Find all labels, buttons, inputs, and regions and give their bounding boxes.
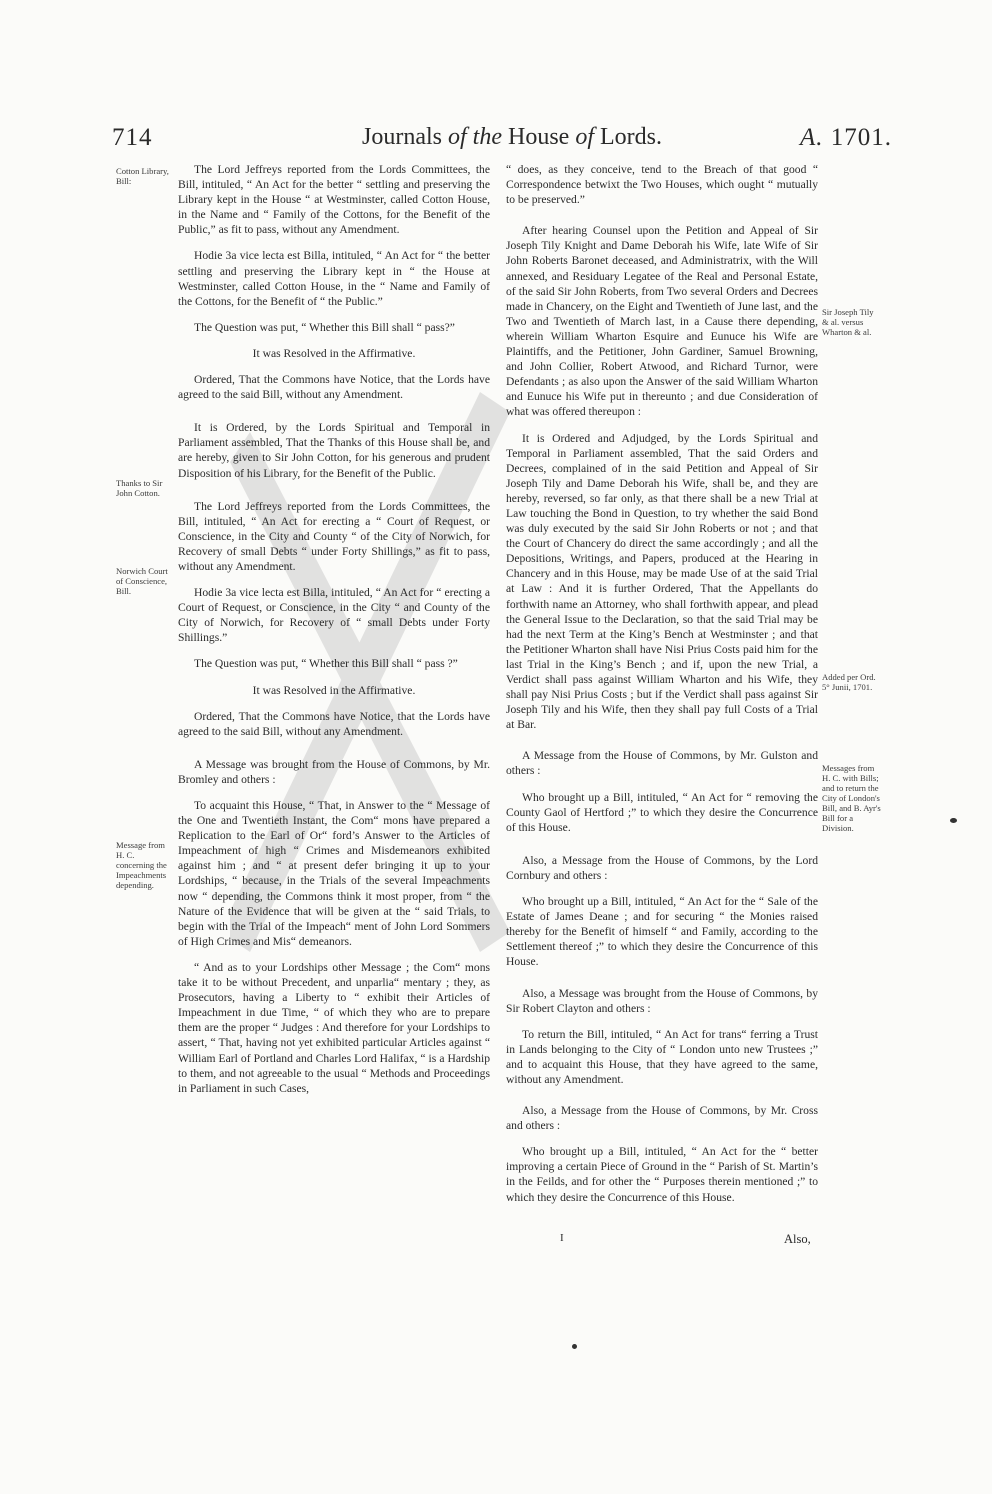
- ink-spot: [950, 818, 957, 823]
- margin-note: Cotton Library, Bill:: [116, 166, 169, 186]
- paragraph: A Message was brought from the House of Commons, by Mr. Bromley and others :: [178, 757, 490, 786]
- paragraph: The Lord Jeffreys reported from the Lords Committees, the Bill, intituled, “ An Act for the better “ settling and preserving the Library kept in the House “ at Westminster, called Cotton House, in the Name and “ Family of the Cottons, for the Benefit of the Public,” as fit to pass, without any Amendment.: [178, 163, 490, 237]
- paragraph: A Message from the House of Commons, by Mr. Gulston and others :: [506, 749, 818, 778]
- paragraph: Hodie 3a vice lecta est Billa, intituled, “ An Act for “ the better settling and preserving the Library kept in “ the House at Westminster, called Cotton House, in the “ Name and Family of the Cottons, for the Benefit of “ the Public.”: [178, 249, 490, 308]
- paragraph: Ordered, That the Commons have Notice, that the Lords have agreed to the said Bill, without any Amendment.: [178, 373, 490, 402]
- paragraph: It was Resolved in the Affirmative.: [252, 346, 416, 360]
- catchword: Also,: [784, 1232, 811, 1246]
- paragraph: Ordered, That the Commons have Notice, that the Lords have agreed to the said Bill, without any Amendment.: [178, 709, 490, 738]
- margin-note: Message from H. C. concerning the Impeachments depending.: [116, 840, 167, 890]
- paragraph: It is Ordered and Adjudged, by the Lords Spiritual and Temporal in Parliament assembled, That the said Orders and Decrees, complained of in the said Petition and Appeal of Sir Joseph Tily and Dame Deborah his Wife, shall be, and they are hereby, reversed, so far only, as that there shall be a new Trial at Law touching the Bond in Question, to try whether the said Bond was duly executed by the said Sir John Roberts or not ; and that the Court of Chancery do direct the same accordingly ; and all the Depositions, Writings, and Papers, produced at the Hearing in Chancery and in this House, may be made Use of at the said Trial at Law : And it is further Ordered, That the Appellants do forthwith name an Attorney, who shall forthwith appear, and plead the General Issue to the Declaration, so that the said Trial may be had the next Term at the King’s Bench at Westminster ; and that the Petitioner Wharton shall have Nisi Prius Costs paid him for the last Trial in the King’s Bench ; and if, upon the new Trial, a Verdict shall pass against William Wharton and his Wife, they shall pay Nisi Prius Costs ; but if the Verdict shall pass against Sir Joseph Tily and his Wife, then they shall pay full Costs of a Trial at Bar.: [506, 431, 818, 732]
- paragraph: “ does, as they conceive, tend to the Breach of that good “ Correspondence betwixt the Two Houses, which ought “ mutually to be preserved.”: [506, 163, 818, 207]
- paragraph: To return the Bill, intituled, “ An Act for trans“ ferring a Trust in Lands belonging to the City of “ London unto new Trustees ;” and to acquaint this House, that they have agreed to the same, without any Amendment.: [506, 1027, 818, 1086]
- page-number: 714: [112, 124, 153, 151]
- right-column: [506, 162, 818, 1216]
- running-title: Journals of the House of Lords.: [362, 124, 662, 150]
- paragraph: Hodie 3a vice lecta est Billa, intituled, “ An Act for “ erecting a Court of Request, or Conscience, in the City “ and County of the City of Norwich, for Recovery of “ small Debts under Forty Shillings.”: [178, 586, 490, 645]
- paragraph: Also, a Message from the House of Commons, by the Lord Cornbury and others :: [506, 853, 818, 882]
- margin-note: Thanks to Sir John Cotton.: [116, 478, 163, 498]
- paragraph: Who brought up a Bill, intituled, “ An Act for the “ Sale of the Estate of James Deane ; and for securing “ the Monies raised thereby for the Benefit of himself “ and Family, according to the Settlement thereof ;” to which they desire the Concurrence of this House.: [506, 895, 818, 969]
- paragraph: After hearing Counsel upon the Petition and Appeal of Sir Joseph Tily Knight and Dame Deborah his Wife, late Wife of Sir John Roberts Baronet deceased, and Administratrix, with the Will annexed, and Residuary Legatee of the Real and Personal Estate, of the said Sir John Roberts, from Two several Orders and Decrees made in Chancery, on the Eight and Twentieth of June last, and the Two and Twentieth of March last, in a Cause there depending, wherein William Wharton Esquire and Eunuce his Wife are Plaintiffs, and the Petitioner, John Gardiner, Samuel Browning, and John Collier, Robert Atwood, and Richard Turnor, were Defendants ; as also upon the Answer of the said William Wharton and Eunuce his Wife put in thereunto ; and due Consideration of what was offered thereupon :: [506, 224, 818, 419]
- left-column: [178, 162, 490, 1107]
- paragraph: “ And as to your Lordships other Message ; the Com“ mons take it to be without Precedent, and unparlia“ mentary ; they, as Prosecutors, having a Liberty to “ exhibit their Articles of Impeachment in due Time, “ of which they who are to prepare them are the proper “ Judges : And therefore for your Lordships to assert, “ That, having not yet exhibited particular Articles against “ William Earl of Portland and Charles Lord Halifax, “ is a Hardship to them, and not agreeable to the usual “ Methods and Proceedings in Parliament in such Cases,: [178, 960, 490, 1095]
- year: A. 1701.: [799, 124, 892, 151]
- paragraph: It is Ordered, by the Lords Spiritual and Temporal in Parliament assembled, That the Thanks of this House shall be, and are hereby, given to Sir John Cotton, for his generous and prudent Disposition of his Library, for the Benefit of the Public.: [178, 421, 490, 480]
- margin-note: Messages from H. C. with Bills; and to return the City of London's Bill, and B. Ayr's Bill for a Division.: [822, 763, 881, 833]
- paragraph: It was Resolved in the Affirmative.: [252, 683, 416, 697]
- paragraph: Also, a Message from the House of Commons, by Mr. Cross and others :: [506, 1104, 818, 1133]
- paragraph: The Question was put, “ Whether this Bill shall “ pass ?”: [194, 657, 458, 671]
- margin-note: Norwich Court of Conscience, Bill.: [116, 566, 168, 596]
- paragraph: The Question was put, “ Whether this Bill shall “ pass?”: [194, 320, 455, 334]
- paragraph: Who brought up a Bill, intituled, “ An Act for the “ better improving a certain Piece of Ground in the “ Parish of St. Martin’s in the Feilds, and for other the “ Purposes therein mentioned ;” to which they desire the Concurrence of this House.: [506, 1145, 818, 1204]
- paragraph: To acquaint this House, “ That, in Answer to the “ Message of the One and Twentieth Instant, the Com“ mons have prepared a Replication to the Earl of Or“ ford’s Answer to the Articles of Impeachment of high “ Crimes and Misdemeanors exhibited against him ; and “ at present defer bringing it up to your Lordships, “ because, in the Trials of the several Impeachments now “ depending, the Commons think it most proper, from “ the Nature of the Evidence that will be given at the “ said Trials, to begin with the Trial of the Impeach“ ment of John Lord Sommers of High Crimes and Mis“ demeanors.: [178, 799, 490, 948]
- signature-mark: I: [560, 1232, 564, 1244]
- paragraph: Also, a Message was brought from the House of Commons, by Sir Robert Clayton and others :: [506, 986, 818, 1015]
- paragraph: Who brought up a Bill, intituled, “ An Act for “ removing the County Gaol of Hertford ;” to which they desire the Concurrence of this House.: [506, 790, 818, 834]
- page-header: [112, 120, 892, 160]
- margin-note: Added per Ord. 5° Junii, 1701.: [822, 672, 876, 692]
- ink-spot: [572, 1344, 577, 1349]
- paragraph: The Lord Jeffreys reported from the Lords Committees, the Bill, intituled, “ An Act for erecting a “ Court of Request, or Conscience, in the City and County “ of the City of Norwich, for Recovery of small Debts “ under Forty Shillings,” as fit to pass, without any Amendment.: [178, 499, 490, 573]
- margin-note: Sir Joseph Tily & al. versus Wharton & al.: [822, 307, 874, 337]
